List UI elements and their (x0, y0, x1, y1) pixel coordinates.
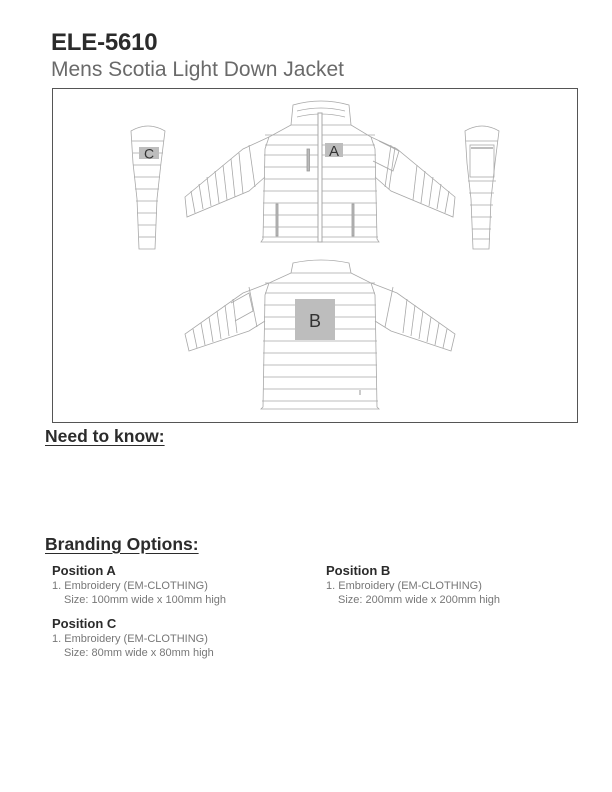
position-method: 1. Embroidery (EM-CLOTHING) (52, 633, 208, 645)
position-method: 1. Embroidery (EM-CLOTHING) (52, 580, 208, 592)
branding-options-heading: Branding Options: (45, 534, 199, 554)
position-size: Size: 100mm wide x 100mm high (64, 593, 227, 606)
branding-position-a (52, 563, 226, 607)
jacket-front-view (185, 101, 455, 242)
branding-position-c (52, 616, 214, 660)
position-method: 1. Embroidery (EM-CLOTHING) (326, 580, 482, 592)
position-marker-c (139, 146, 159, 162)
position-a-label: A (328, 143, 340, 160)
position-c-label: C (143, 145, 155, 162)
need-to-know-heading: Need to know: (45, 426, 165, 446)
position-size: Size: 200mm wide x 200mm high (338, 593, 501, 606)
sleeve-view-left (131, 126, 165, 249)
position-size: Size: 80mm wide x 80mm high (64, 646, 214, 659)
product-code: ELE-5610 (51, 29, 158, 56)
garment-illustration (53, 89, 577, 422)
position-title: Position C (52, 616, 117, 631)
product-name: Mens Scotia Light Down Jacket (51, 58, 344, 81)
position-marker-a (325, 143, 343, 160)
sleeve-view-right (465, 126, 499, 249)
branding-position-b (326, 563, 500, 607)
position-title: Position A (52, 563, 116, 578)
garment-illustration-frame (52, 88, 578, 423)
position-b-label: B (308, 311, 322, 331)
position-marker-b (295, 299, 335, 340)
position-title: Position B (326, 563, 391, 578)
